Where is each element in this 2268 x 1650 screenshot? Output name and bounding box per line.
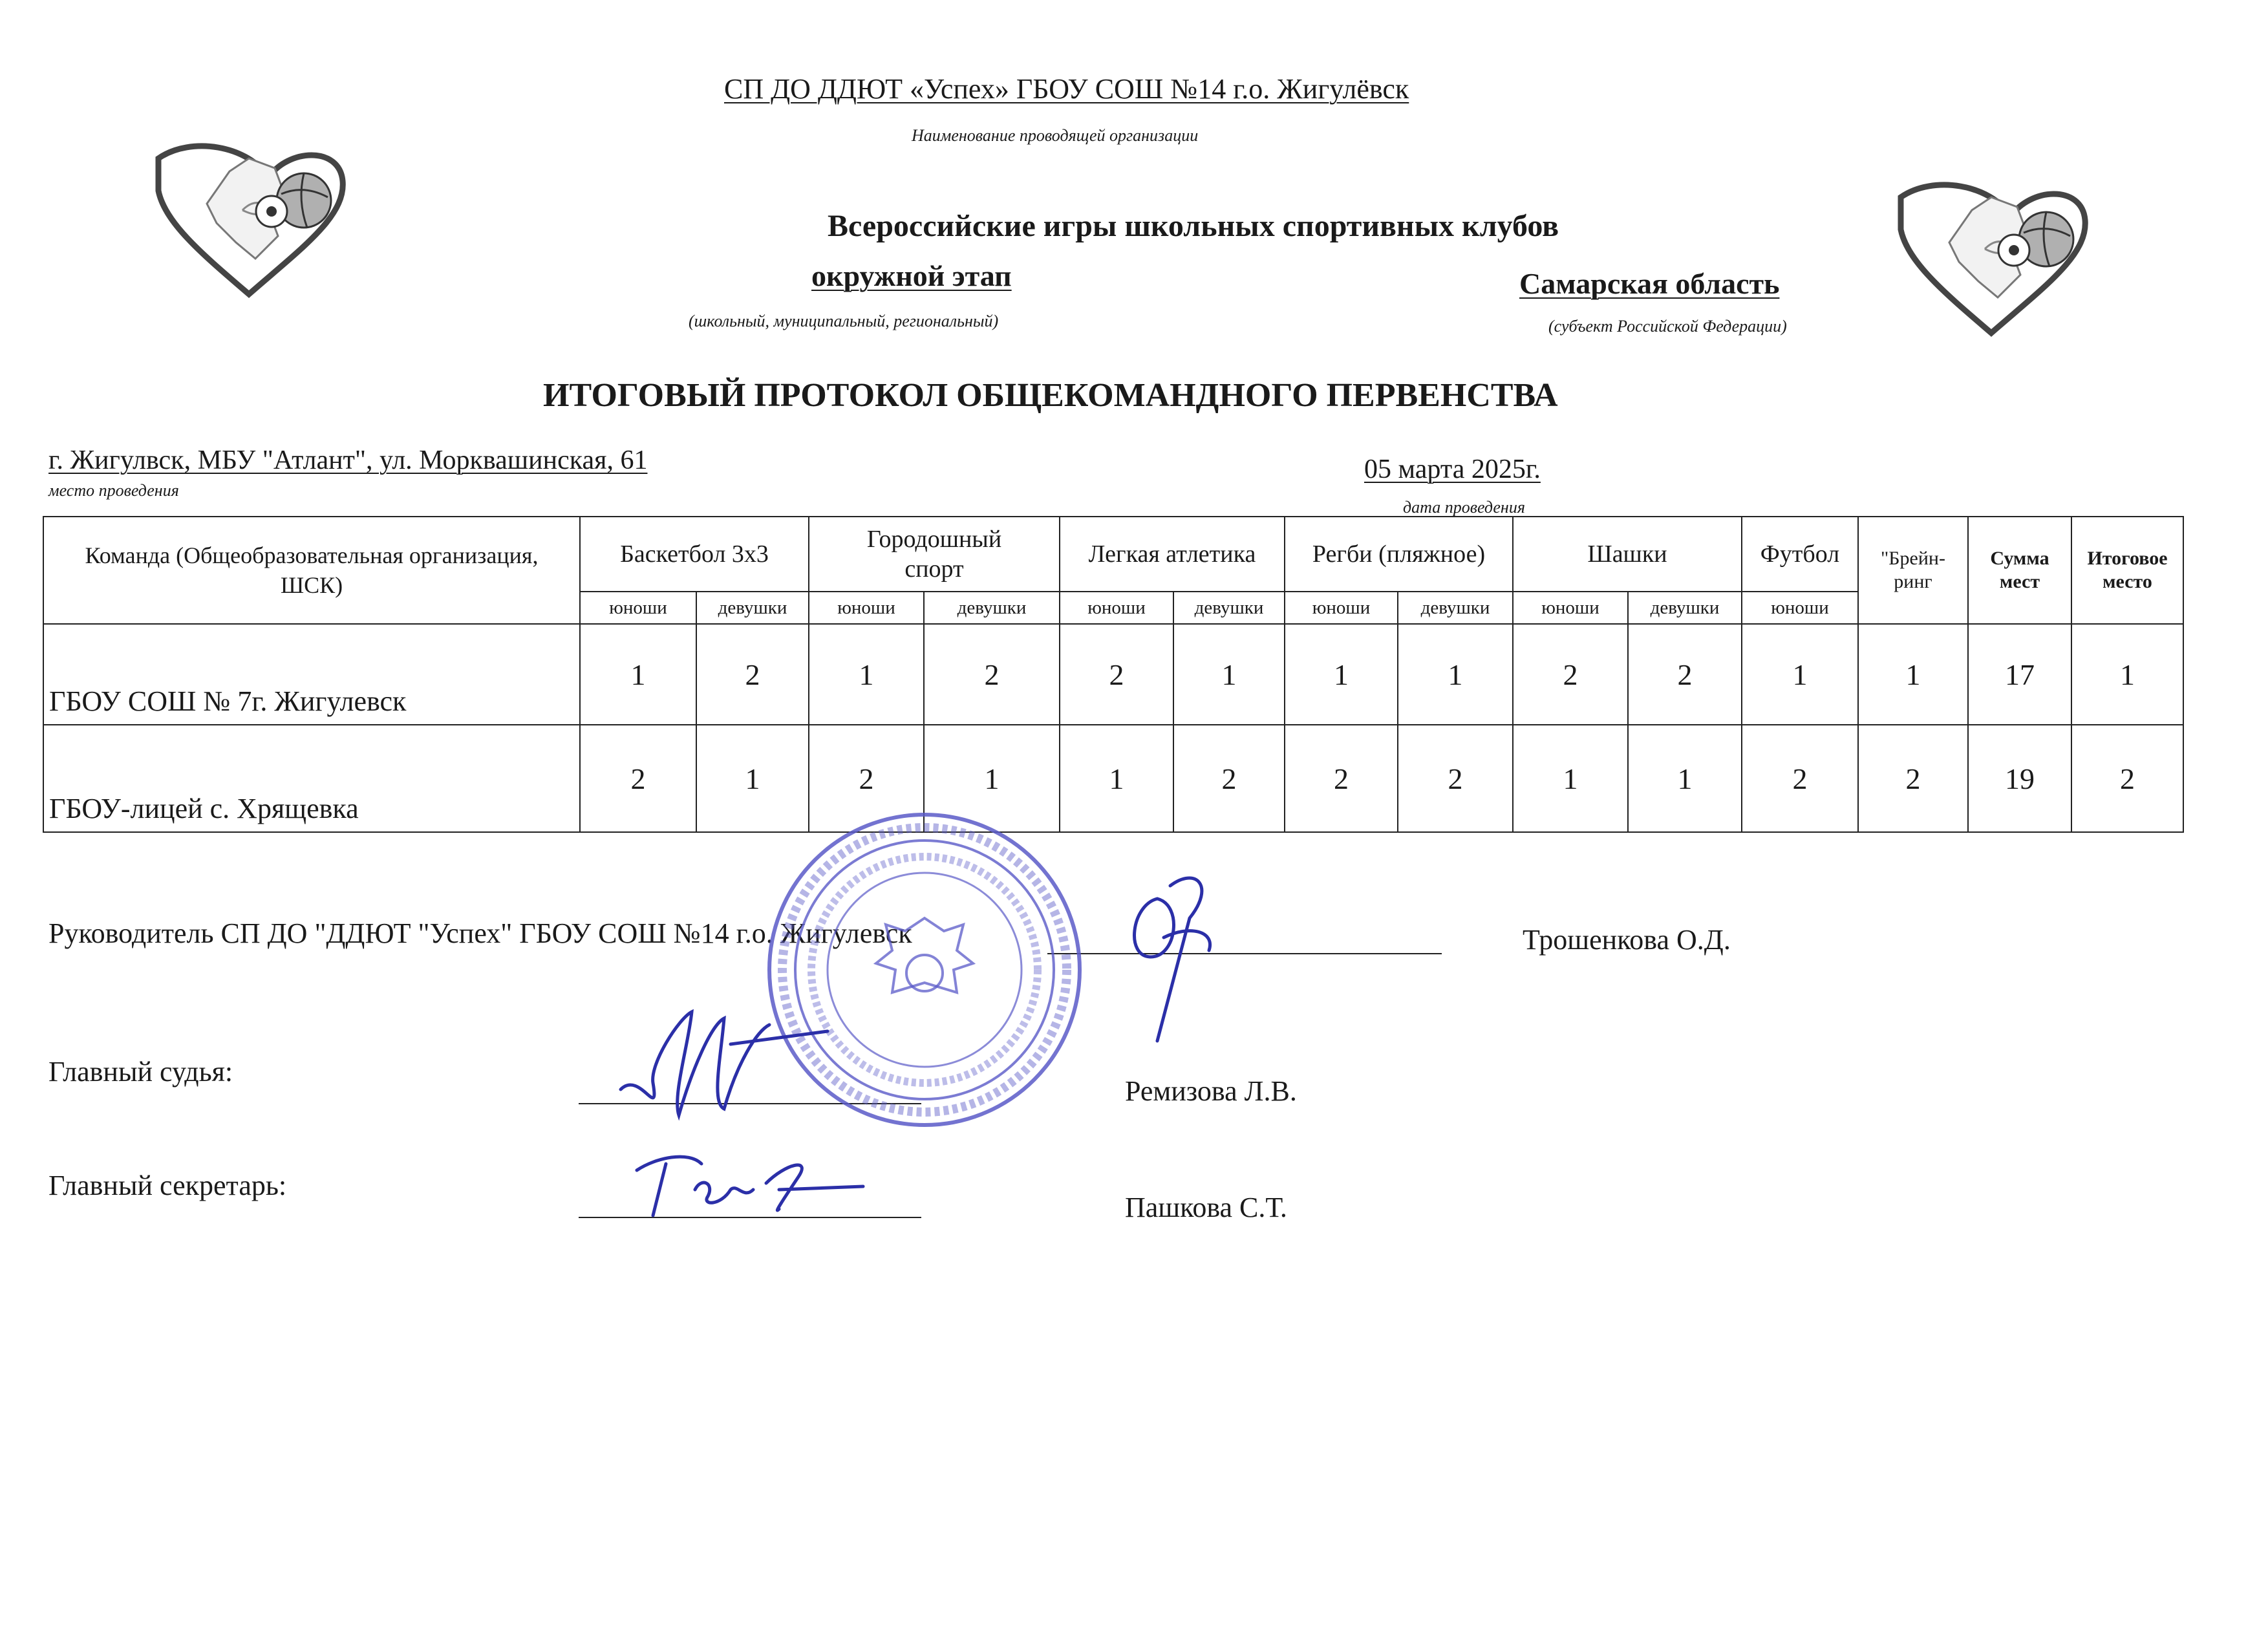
subheader-girls: девушки	[1398, 592, 1513, 624]
final-place-header: Итоговое место	[2071, 517, 2183, 624]
sport-header-gorodki: Городошный спорт	[809, 517, 1060, 592]
results-table	[43, 516, 2184, 833]
place-cell: 1	[2071, 624, 2183, 725]
sport-header-football: Футбол	[1742, 517, 1858, 592]
score-cell: 1	[1513, 725, 1628, 832]
subheader-girls: девушки	[924, 592, 1060, 624]
table-row	[43, 725, 2183, 832]
secretary-label: Главный секретарь:	[48, 1170, 287, 1201]
organization-name: СП ДО ДДЮТ «Успех» ГБОУ СОШ №14 г.о. Жигулёвск	[724, 73, 1409, 105]
director-name: Трошенкова О.Д.	[1523, 924, 1731, 956]
score-cell: 1	[1060, 725, 1173, 832]
subheader-boys: юноши	[1285, 592, 1398, 624]
sum-cell: 17	[1968, 624, 2071, 725]
subheader-boys: юноши	[1060, 592, 1173, 624]
team-name: ГБОУ СОШ № 7г. Жигулевск	[43, 624, 580, 725]
venue: г. Жигулвск, МБУ "Атлант", ул. Морквашинская, 61	[48, 445, 648, 475]
protocol-title: ИТОГОВЫЙ ПРОТОКОЛ ОБЩЕКОМАНДНОГО ПЕРВЕНСТВА	[543, 377, 1558, 414]
date-hint: дата проведения	[1403, 498, 1525, 517]
event-title: Всероссийские игры школьных спортивных клубов	[828, 209, 1559, 243]
team-name: ГБОУ-лицей с. Хрящевка	[43, 725, 580, 832]
score-cell: 2	[696, 624, 809, 725]
score-cell: 2	[1173, 725, 1285, 832]
subheader-boys: юноши	[1742, 592, 1858, 624]
director-signature	[1118, 860, 1235, 1054]
judge-signature	[614, 992, 834, 1128]
sum-cell: 19	[1968, 725, 2071, 832]
secretary-signature	[617, 1144, 870, 1228]
score-cell: 1	[1285, 624, 1398, 725]
director-signature-line	[1047, 953, 1442, 954]
score-cell: 2	[809, 725, 924, 832]
brain-ring-header: "Брейн-ринг	[1858, 517, 1968, 624]
subheader-boys: юноши	[580, 592, 696, 624]
sport-header-athletics: Легкая атлетика	[1060, 517, 1285, 592]
judge-name: Ремизова Л.В.	[1125, 1075, 1297, 1107]
venue-hint: место проведения	[48, 481, 179, 500]
score-cell: 1	[696, 725, 809, 832]
secretary-name: Пашкова С.Т.	[1125, 1192, 1287, 1223]
place-cell: 2	[2071, 725, 2183, 832]
score-cell: 2	[1398, 725, 1513, 832]
team-header: Команда (Общеобразовательная организация, ШСК)	[43, 517, 580, 624]
subheader-girls: девушки	[696, 592, 809, 624]
subheader-boys: юноши	[809, 592, 924, 624]
stage-hint: (школьный, муниципальный, региональный)	[689, 312, 999, 330]
score-cell: 1	[1173, 624, 1285, 725]
region-hint: (субъект Российской Федерации)	[1548, 317, 1787, 336]
sport-header-rugby: Регби (пляжное)	[1285, 517, 1513, 592]
sum-header: Сумма мест	[1968, 517, 2071, 624]
score-cell: 2	[924, 624, 1060, 725]
club-logo-left	[145, 133, 352, 327]
score-cell: 1	[1398, 624, 1513, 725]
score-cell: 1	[809, 624, 924, 725]
score-cell: 2	[1513, 624, 1628, 725]
subheader-girls: девушки	[1173, 592, 1285, 624]
score-cell: 2	[1858, 725, 1968, 832]
director-label: Руководитель СП ДО "ДДЮТ "Успех" ГБОУ СОШ №14 г.о. Жигулевск	[48, 917, 912, 949]
score-cell: 2	[1285, 725, 1398, 832]
score-cell: 2	[580, 725, 696, 832]
score-cell: 2	[1628, 624, 1742, 725]
subheader-girls: девушки	[1628, 592, 1742, 624]
score-cell: 1	[1858, 624, 1968, 725]
organization-hint: Наименование проводящей организации	[912, 126, 1199, 145]
stage-value: окружной этап	[811, 259, 1012, 292]
event-date: 05 марта 2025г.	[1364, 455, 1541, 484]
score-cell: 1	[1742, 624, 1858, 725]
subheader-boys: юноши	[1513, 592, 1628, 624]
table-row	[43, 624, 2183, 725]
score-cell: 2	[1742, 725, 1858, 832]
judge-label: Главный судья:	[48, 1056, 233, 1088]
score-cell: 1	[580, 624, 696, 725]
score-cell: 2	[1060, 624, 1173, 725]
sport-header-basketball: Баскетбол 3х3	[580, 517, 809, 592]
score-cell: 1	[1628, 725, 1742, 832]
region-value: Самарская область	[1519, 267, 1780, 300]
score-cell: 1	[924, 725, 1060, 832]
club-logo-right	[1888, 171, 2095, 365]
sport-header-checkers: Шашки	[1513, 517, 1742, 592]
